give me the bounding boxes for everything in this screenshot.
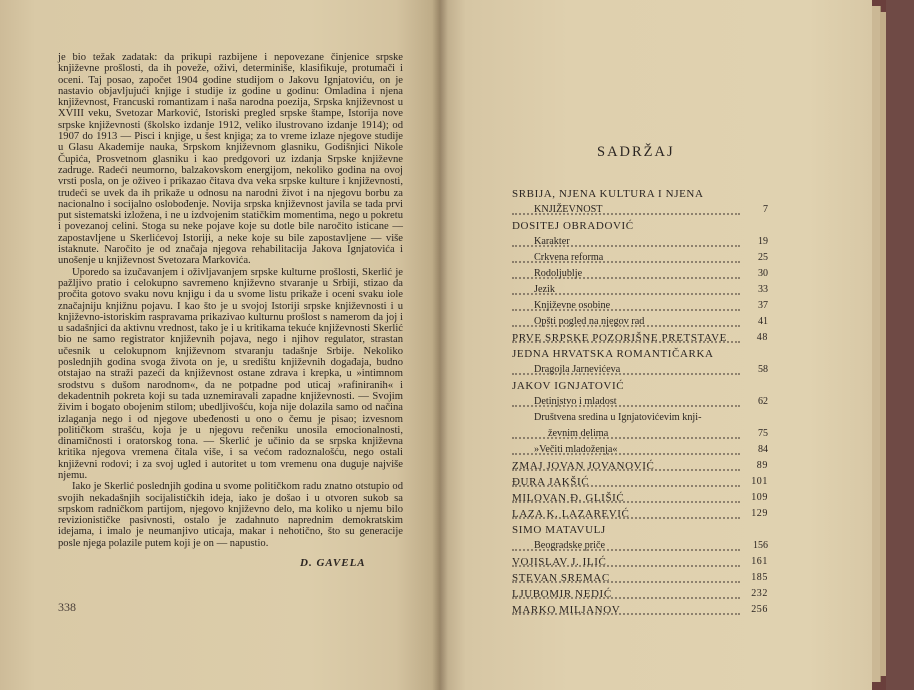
toc-entry-page: 62	[758, 396, 768, 407]
toc-entry	[512, 186, 768, 202]
toc-entry-page: 30	[758, 268, 768, 279]
toc-entry	[512, 394, 768, 410]
page-number: 338	[58, 600, 76, 614]
toc-entry-page: 33	[758, 284, 768, 295]
toc-entry-label: Detinjstvo i mladost	[534, 396, 617, 407]
toc-entry-label: JEDNA HRVATSKA ROMANTIČARKA	[512, 348, 714, 360]
toc-entry-page: 156	[753, 540, 768, 551]
toc-entry-label: DOSITEJ OBRADOVIĆ	[512, 220, 634, 232]
toc-entry-label: ĐURA JAKŠIĆ	[512, 476, 590, 488]
toc-entry	[512, 282, 768, 298]
toc-title: SADRŽAJ	[597, 144, 675, 160]
toc-entry	[512, 202, 768, 218]
toc-entry-label: Društvena sredina u Ignjatovićevim knji-	[534, 412, 702, 423]
toc-entry-label: MILOVAN Đ. GLIŠIĆ	[512, 492, 625, 504]
toc-entry	[512, 266, 768, 282]
toc-entry-page: 75	[758, 428, 768, 439]
body-text	[58, 52, 403, 549]
toc-entry-label: Opšti pogled na njegov rad	[534, 316, 645, 327]
toc-entry-label: JAKOV IGNJATOVIĆ	[512, 380, 625, 392]
table-of-contents	[512, 186, 768, 618]
toc-entry-label: VOJISLAV J. ILIĆ	[512, 556, 607, 568]
toc-entry-label: Dragojla Jarnevićeva	[534, 364, 621, 375]
toc-entry-page: 161	[751, 556, 768, 567]
toc-entry-label: Jezik	[534, 284, 555, 295]
paragraph-2: Uporedo sa izučavanjem i oživljavanjem srpske kulturne prošlosti, Skerlić je pažljivo pratio i celokupno savremeno književno stvaranje u Srbiji, stizao da pročita gotovo svaku novu knjigu i da u svome listu prikaže i oceni svaku iole značajniju knjižnu pojavu. I kao što je u svojoj Istoriji srpske književnosti i u književno-istoriskim raspravama prikazivao kulturnu prošlost s namerom da joj i u sadašnjici da aktivnu vrednost, tako je i u kritikama tekuće književnosti Skerlić bio ne samo registrator književnih pojava, nego i njihov regulator, strastan učesnik u celokupnom književnom stvaranju tadašnje Srbije. Nekoliko poslednjih godina svoga života on je, u središtu književnih događaja, budno otstajao na straži pazeći da književnost ostane zdrava i krepka, u »intimnom srodstvu s dušom narodnom«, da ne potpadne pod uticaj »rafiniranih« i dekadentnih pokreta koji su tada uznemiravali zapadne književnosti. — Svojim živim i bogato obojenim stilom; ubedljivošću, koja nije dolazila samo od načina izlaganja nego i od njegove ubeđenosti u ono o čemu je pisao; izvesnom političkom strašću, koja je u njegovu rečeniku unosila emocionalnosti, dinamičnosti i oratorskog tona. — Skerlić je učinio da se srpska književna kritika njegova vremena čitala više, i sa većom radoznalošću, nego ostali književni rodovi; i za svoj ugled i autoritet u tom vremenu ona duguje najviše njemu.	[58, 266, 403, 481]
paragraph-3: Iako je Skerlić poslednjih godina u svome političkom radu znatno otstupio od svojih nekadašnjih socijalističkih ideja, iako je došao i u otvoren sukob sa srpskom radničkom partijom, njegovo književno delo, ma koliko u njemu bilo revizionističke pasivnosti, ostalo je zadahnuto naprednim demokratskim idejama, i imalo je neumanjivo uticaja, makar i nehotično, što su generacije posle njega polazile putem koji je on — napustio.	[58, 481, 403, 549]
toc-entry	[512, 362, 768, 378]
toc-entry-label: Beogradske priče	[534, 540, 605, 551]
toc-entry-label: KNJIŽEVNOST	[534, 204, 603, 215]
toc-entry-page: 129	[751, 508, 768, 519]
toc-entry-label: LAZA K. LAZAREVIĆ	[512, 508, 630, 520]
toc-entry	[512, 506, 768, 522]
toc-entry	[512, 522, 768, 538]
toc-entry	[512, 410, 768, 426]
paragraph-1: je bio težak zadatak: da prikupi razbijene i nepovezane činjenice srpske književne prošlosti, da ih poveže, oživi, determiniše, klasifikuje, protumači i oceni. Taj posao, započet 1904 godine studijom o Jakovu Ignjatoviću, on je nastavio objavljujući knjige i studije iz godine u godinu: Omladina i njena književnost, Francuski romantizam i naša narodna poezija, Srpska književnost u XVIII veku, Svetozar Marković, Istoriski pregled srpske štampe, Istorija nove srpske književnosti (školsko izdanje 1912, veliko ilustrovano izdanje 1914); od 1907 do 1913 — Pisci i knjige, u šest knjiga; za to vreme izlaze njegove studije u Glasu Akademije nauka, Srpskom književnom glasniku, Godišnjici Nikole Čupića, Prosvetnom glasniku i kao predgovori uz izdanja Srpske književne zadruge. Radeći neumorno, balzakovskom energijom, nekoliko godina na ovoj vrsti posla, on je oživeo i prikazao čitava dva veka srpske kulture i književnosti, trudeći se uvek da ih prikaže u odnosu na narodni život i na njegovu borbu za nacionalno i socijalno oslobođenje. Novija srpska književnost javila se tada prvi put sistematski izložena, i ne u izdvojenim statičkim momentima, nego u pokretu i povezanoj celini. Stoga su neke pojave koje su dotle bile naročito isticane — zapostavljene u Skerlićevoj Istoriji, a neke koje su bile zapostavljene — više istaknute. Naročito je od značaja njegova rehabilitacija Jakova Ignjatovića i unošenje u književnost Svetozara Markovića.	[58, 52, 403, 267]
toc-entry	[512, 298, 768, 314]
toc-entry	[512, 314, 768, 330]
toc-entry	[512, 474, 768, 490]
toc-entry-page: 109	[751, 492, 768, 503]
toc-entry	[512, 442, 768, 458]
toc-entry	[512, 426, 768, 442]
toc-entry-page: 19	[758, 236, 768, 247]
author-signature: D. GAVELA	[300, 557, 366, 569]
toc-entry	[512, 250, 768, 266]
toc-entry-label: SIMO MATAVULJ	[512, 524, 606, 536]
toc-entry-page: 37	[758, 300, 768, 311]
toc-entry	[512, 234, 768, 250]
toc-entry	[512, 458, 768, 474]
toc-leader-dots	[512, 437, 740, 439]
toc-entry-label: LJUBOMIR NEDIĆ	[512, 588, 612, 600]
toc-entry-label: »Večiti mladoženja«	[534, 444, 618, 455]
toc-entry	[512, 378, 768, 394]
toc-entry	[512, 330, 768, 346]
toc-entry-label: PRVE SRPSKE POZORIŠNE PRETSTAVE	[512, 332, 727, 344]
toc-entry-label: Književne osobine	[534, 300, 611, 311]
toc-entry-page: 185	[751, 572, 768, 583]
book-cover	[886, 0, 914, 690]
toc-entry-page: 25	[758, 252, 768, 263]
toc-entry-label: STEVAN SREMAC	[512, 572, 610, 584]
left-page	[0, 0, 440, 690]
toc-entry	[512, 490, 768, 506]
book-gutter	[432, 0, 448, 690]
toc-entry-page: 232	[751, 588, 768, 599]
toc-entry	[512, 218, 768, 234]
toc-entry-page: 7	[763, 204, 768, 215]
toc-entry	[512, 554, 768, 570]
toc-entry	[512, 538, 768, 554]
toc-entry-label: MARKO MILJANOV	[512, 604, 621, 616]
toc-entry-label: Crkvena reforma	[534, 252, 604, 263]
toc-entry	[512, 602, 768, 618]
toc-entry-label: ZMAJ JOVAN JOVANOVIĆ	[512, 460, 655, 472]
toc-entry-page: 48	[756, 332, 768, 343]
toc-entry-label: ževnim delima	[548, 428, 609, 439]
toc-entry-page: 256	[751, 604, 768, 615]
toc-entry-page: 89	[756, 460, 768, 471]
toc-entry	[512, 570, 768, 586]
toc-entry	[512, 586, 768, 602]
toc-entry-label: Karakter	[534, 236, 570, 247]
toc-entry-label: SRBIJA, NJENA KULTURA I NJENA	[512, 188, 704, 200]
toc-entry	[512, 346, 768, 362]
toc-entry-page: 58	[758, 364, 768, 375]
toc-entry-page: 84	[758, 444, 768, 455]
toc-entry-page: 41	[758, 316, 768, 327]
toc-entry-label: Rodoljublje	[534, 268, 583, 279]
toc-entry-page: 101	[751, 476, 768, 487]
